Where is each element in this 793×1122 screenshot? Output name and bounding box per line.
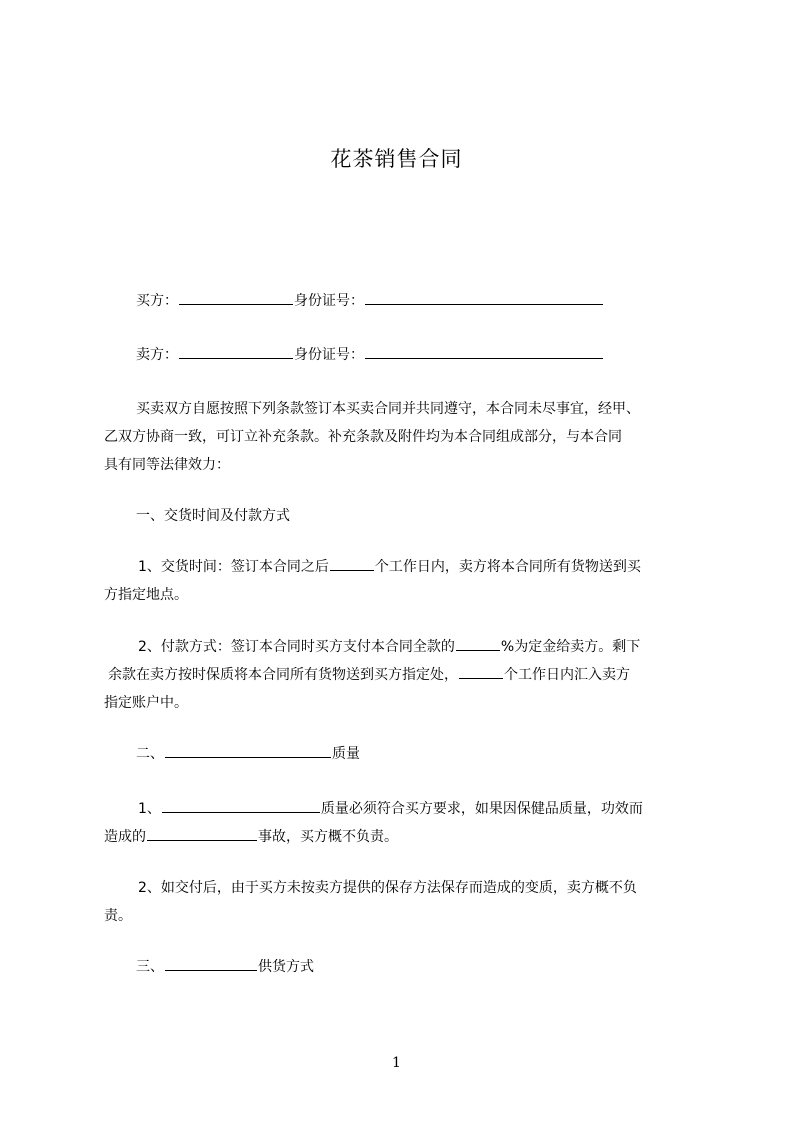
heading-text: 三、 xyxy=(136,959,164,975)
section-2-item-1 xyxy=(138,795,744,823)
section-2-item-2-cont: 责。 xyxy=(104,908,132,924)
item-text: 质量必须符合买方要求，如果因保健品质量，功效而 xyxy=(320,801,643,817)
seller-line xyxy=(136,341,742,369)
section-3-heading xyxy=(136,953,742,981)
section-1-item-2 xyxy=(138,633,744,661)
section-2-heading xyxy=(136,740,742,768)
buyer-line xyxy=(136,287,742,315)
seller-id-label: 身份证号： xyxy=(294,347,364,363)
seller-name-blank[interactable] xyxy=(179,344,293,359)
section-1-item-1 xyxy=(138,553,744,581)
section-2-item-2: 2、如交付后，由于买方未按卖方提供的保存方法保存而造成的变质，卖方概不负 xyxy=(138,880,637,896)
item-text: 造成的 xyxy=(104,829,146,845)
item-text: 事故，买方概不负责。 xyxy=(258,829,398,845)
heading-text: 质量 xyxy=(332,746,360,762)
preamble-line-2: 乙双方协商一致，可订立补充条款。补充条款及附件均为本合同组成部分，与本合同 xyxy=(104,429,622,445)
item-text: 1、交货时间：签订本合同之后 xyxy=(138,559,329,575)
item-text: 个工作日内汇入卖方 xyxy=(504,667,630,683)
item-text: 1、 xyxy=(138,801,161,817)
product-blank[interactable] xyxy=(165,743,331,758)
product-quality-blank[interactable] xyxy=(162,798,320,813)
section-1-item-2-line-2 xyxy=(108,661,714,689)
section-1-heading: 一、交货时间及付款方式 xyxy=(136,508,290,524)
days-blank[interactable] xyxy=(330,556,374,571)
preamble-line-1: 买卖双方自愿按照下列条款签订本买卖合同并共同遵守，本合同未尽事宜，经甲、 xyxy=(136,401,640,417)
deposit-percent-blank[interactable] xyxy=(456,636,500,651)
item-text: %为定金给卖方。剩下 xyxy=(500,639,641,655)
buyer-name-blank[interactable] xyxy=(179,290,293,305)
seller-id-blank[interactable] xyxy=(365,344,603,359)
item-text: 2、付款方式：签订本合同时买方支付本合同全款的 xyxy=(138,639,455,655)
document-title: 花茶销售合同 xyxy=(330,147,463,171)
item-text: 余款在卖方按时保质将本合同所有货物送到买方指定处， xyxy=(108,667,458,683)
section-1-item-2-cont: 指定账户中。 xyxy=(104,695,188,711)
item-text: 个工作日内，卖方将本合同所有货物送到买 xyxy=(374,559,641,575)
seller-label: 卖方： xyxy=(136,347,178,363)
buyer-id-label: 身份证号： xyxy=(294,293,364,309)
heading-text: 二、 xyxy=(136,746,164,762)
section-2-item-1-line-2 xyxy=(104,823,710,851)
heading-text: 供货方式 xyxy=(258,959,314,975)
payment-days-blank[interactable] xyxy=(459,664,503,679)
buyer-label: 买方： xyxy=(136,293,178,309)
page-number: 1 xyxy=(392,1055,401,1071)
section-1-item-1-cont: 方指定地点。 xyxy=(104,587,188,603)
supply-blank[interactable] xyxy=(165,956,257,971)
preamble-line-3: 具有同等法律效力： xyxy=(104,457,230,473)
incident-blank[interactable] xyxy=(147,826,257,841)
buyer-id-blank[interactable] xyxy=(365,290,603,305)
